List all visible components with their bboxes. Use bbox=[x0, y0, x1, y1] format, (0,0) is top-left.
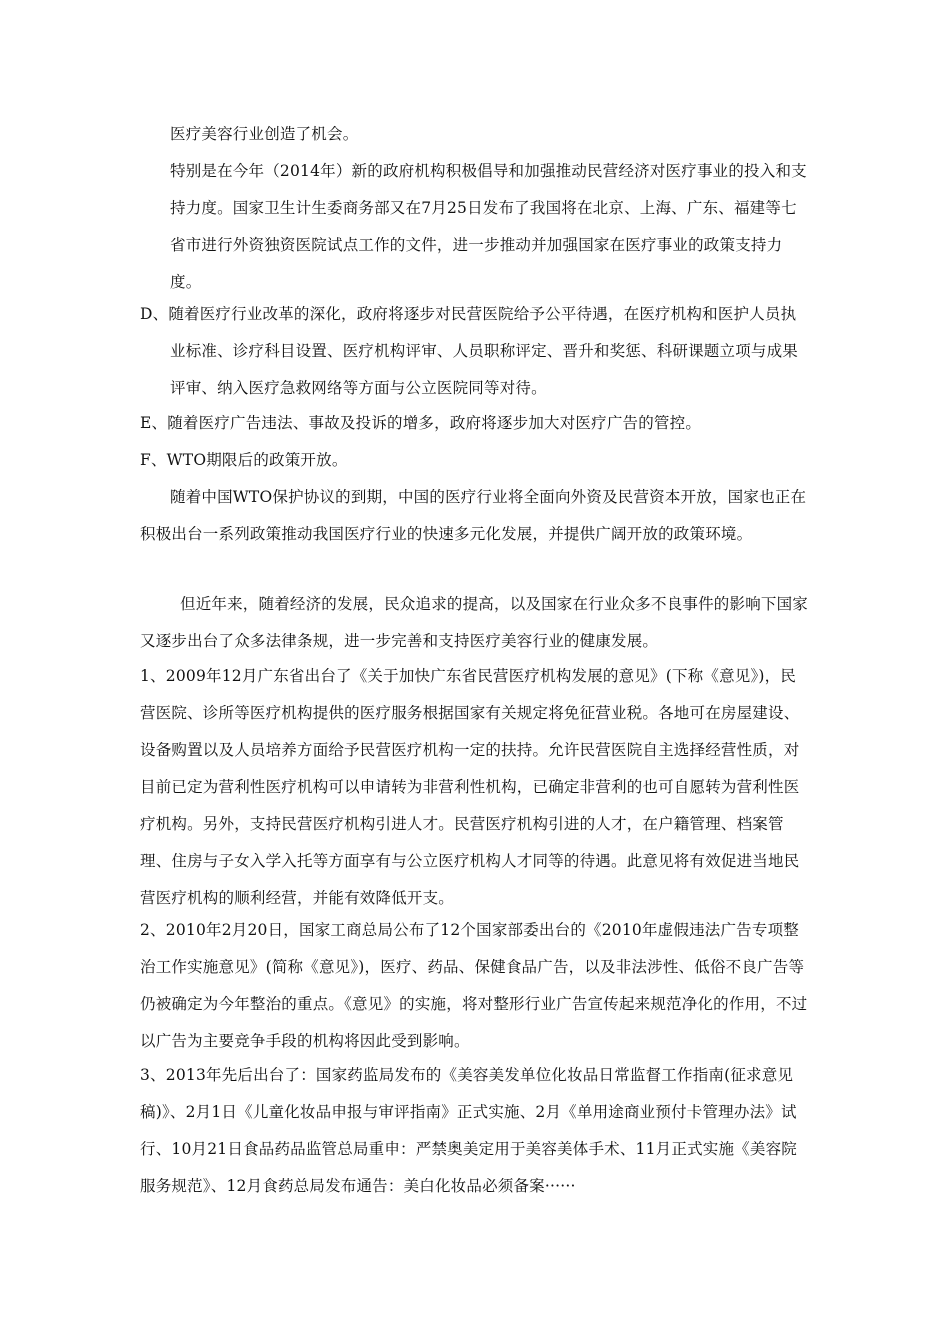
paragraph-recent-regulation: 但近年来，随着经济的发展，民众追求的提高，以及国家在行业众多不良事件的影响下国家又逐步出台了众多法律条规，进一步完善和支持医疗美容行业的健康发展。 bbox=[140, 595, 809, 650]
paragraph-item-f: F、WTO期限后的政策开放。 bbox=[140, 451, 348, 469]
paragraph-regulation-3: 3、2013年先后出台了：国家药监局发布的《美容美发单位化妆品日常监督工作指南(征求意见稿)》、2月1日《儿童化妆品申报与审评指南》正式实施、2月《单用途商业预付卡管理办法》试行、10月21日食品药品监管总局重申：严禁奥美定用于美容美体手术、11月正式实施《美容院服务规范》、12月食药总局发布通告：美白化妆品必须备案······ bbox=[140, 1066, 797, 1195]
paragraph-item-d: D、随着医疗行业改革的深化，政府将逐步对民营医院给予公平待遇，在医疗机构和医护人员执业标准、诊疗科目设置、医疗机构评审、人员职称评定、晋升和奖惩、科研课题立项与成果评审、纳入医疗急救网络等方面与公立医院同等对待。 bbox=[140, 305, 799, 397]
paragraph-regulation-2: 2、2010年2月20日，国家工商总局公布了12个国家部委出台的《2010年虚假违法广告专项整治工作实施意见》(简称《意见》)，医疗、药品、保健食品广告，以及非法涉性、低俗不良广告等仍被确定为今年整治的重点。《意见》的实施，将对整形行业广告宣传起来规范净化的作用，不过以广告为主要竞争手段的机构将因此受到影响。 bbox=[140, 921, 808, 1050]
paragraph-2014-policy: 特别是在今年（2014年）新的政府机构积极倡导和加强推动民营经济对医疗事业的投入和支持力度。国家卫生计生委商务部又在7月25日发布了我国将在北京、上海、广东、福建等七省市进行外资独资医院试点工作的文件，进一步推动并加强国家在医疗事业的政策支持力度。 bbox=[170, 162, 807, 291]
paragraph-intro-tail: 医疗美容行业创造了机会。 bbox=[170, 125, 359, 143]
paragraph-regulation-1: 1、2009年12月广东省出台了《关于加快广东省民营医疗机构发展的意见》(下称《意见》)，民营医院、诊所等医疗机构提供的医疗服务根据国家有关规定将免征营业税。各地可在房屋建设、设备购置以及人员培养方面给予民营医疗机构一定的扶持。允许民营医院自主选择经营性质，对目前已定为营利性医疗机构可以申请转为非营利性机构，已确定非营利的也可自愿转为营利性医疗机构。另外，支持民营医疗机构引进人才。民营医疗机构引进的人才，在户籍管理、档案管理、住房与子女入学入托等方面享有与公立医疗机构人才同等的待遇。此意见将有效促进当地民营医疗机构的顺利经营，并能有效降低开支。 bbox=[140, 667, 800, 907]
paragraph-item-e: E、随着医疗广告违法、事故及投诉的增多，政府将逐步加大对医疗广告的管控。 bbox=[140, 414, 702, 432]
paragraph-wto-opening: 随着中国WTO保护协议的到期，中国的医疗行业将全面向外资及民营资本开放，国家也正在积极出台一系列政策推动我国医疗行业的快速多元化发展，并提供广阔开放的政策环境。 bbox=[140, 488, 807, 543]
